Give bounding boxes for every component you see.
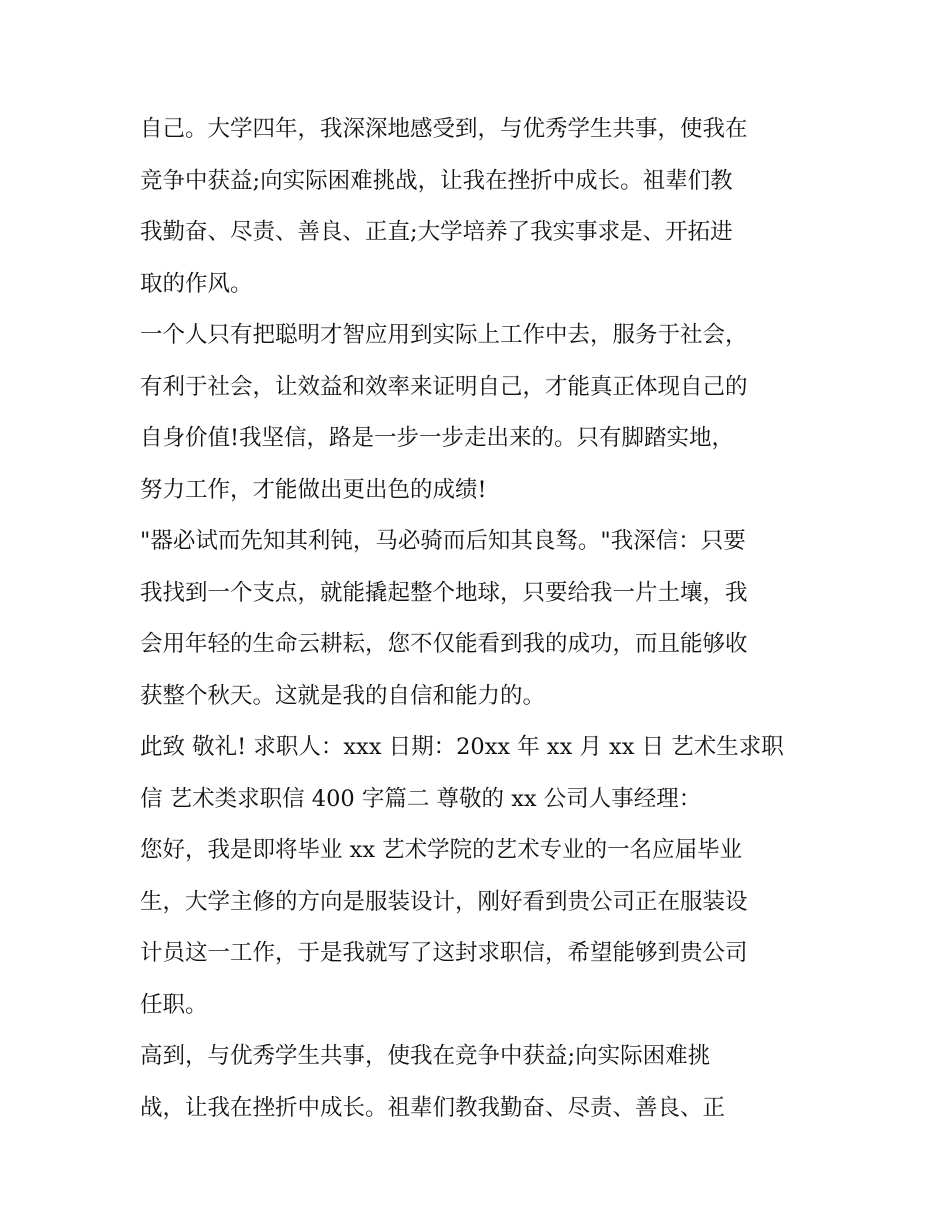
- text-line: 我找到一个支点，就能撬起整个地球，只要给我一片土壤，我: [140, 579, 748, 606]
- text-line: 努力工作，才能做出更出色的成绩!: [140, 476, 487, 503]
- text-line: 此致 敬礼! 求职人：xxx 日期：20xx 年 xx 月 xx 日 艺术生求职: [140, 734, 784, 760]
- text-line: 您好，我是即将毕业 xx 艺术学院的艺术专业的一名应届毕业: [140, 837, 743, 863]
- text-line: 有利于社会，让效益和效率来证明自己，才能真正体现自己的: [140, 373, 748, 400]
- text-line: 自己。大学四年，我深深地感受到，与优秀学生共事，使我在: [140, 116, 748, 142]
- text-line: 信 艺术类求职信 400 字篇二 尊敬的 xx 公司人事经理：: [140, 785, 702, 812]
- text-line: 战，让我在挫折中成长。祖辈们教我勤奋、尽责、善良、正: [140, 1094, 726, 1121]
- text-line: 任职。: [140, 991, 208, 1018]
- text-line: 竞争中获益;向实际困难挑战，让我在挫折中成长。祖辈们教: [140, 167, 733, 194]
- text-line: 高到，与优秀学生共事，使我在竞争中获益;向实际困难挑: [140, 1043, 711, 1069]
- text-line: 会用年轻的生命云耕耘，您不仅能看到我的成功，而且能够收: [140, 631, 748, 657]
- text-line: 生，大学主修的方向是服装设计，刚好看到贵公司正在服装设: [140, 888, 748, 915]
- text-line: 计员这一工作，于是我就写了这封求职信，希望能够到贵公司: [140, 940, 748, 966]
- text-line: "器必试而先知其利钝，马必骑而后知其良驽。"我深信：只要: [140, 528, 746, 554]
- text-line: 自身价值!我坚信，路是一步一步走出来的。只有脚踏实地，: [140, 425, 735, 451]
- text-line: 取的作风。: [140, 270, 253, 297]
- text-line: 一个人只有把聪明才智应用到实际上工作中去，服务于社会，: [140, 322, 748, 348]
- text-line: 获整个秋天。这就是我的自信和能力的。: [140, 682, 546, 709]
- text-line: 我勤奋、尽责、善良、正直;大学培养了我实事求是、开拓进: [140, 219, 733, 245]
- body-text: [140, 104, 830, 1134]
